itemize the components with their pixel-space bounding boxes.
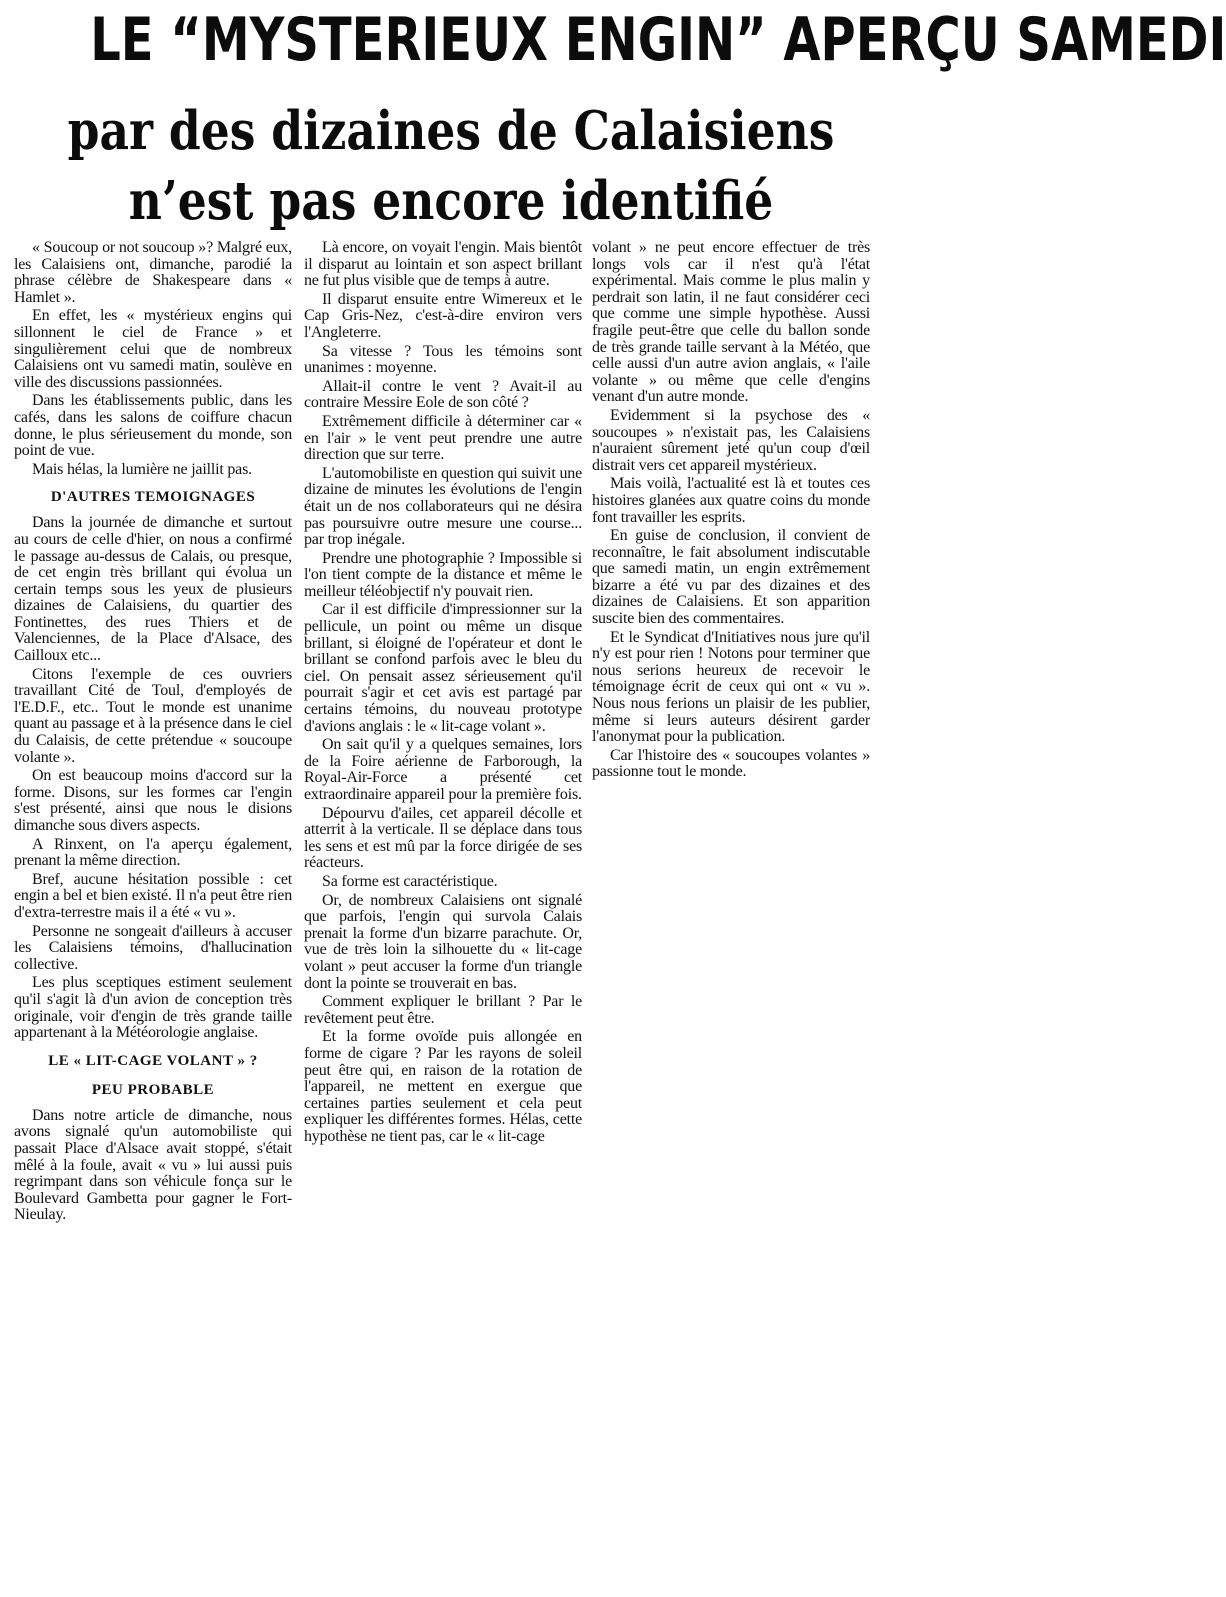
article-paragraph: volant » ne peut encore effectuer de très longs vols car il n'est qu'à l'état expérimental. Mais comme le plus malin y perdrait son latin, il ne faut considérer ceci que comme une simple hypothèse. Aussi fragile peut-être que celle du ballon sonde de très grande taille servant à la Météo, que celle aussi d'un autre avion anglais, « l'aile volante » ou même que celle d'engins venant d'un autre monde.	[592, 239, 870, 406]
article-column-1	[14, 240, 292, 1590]
article-paragraph: Dépourvu d'ailes, cet appareil décolle et atterrit à la verticale. Il se déplace dans tous les sens et est mû par la force dirigée de ses réacteurs.	[304, 804, 582, 872]
article-paragraph: Car il est difficile d'impressionner sur la pellicule, un point ou même un disque brillant, si éloigné de l'opérateur et dont le brillant se confond parfois avec le bleu du ciel. On pensait assez sérieusement qu'il pourrait s'agir et cet avis est partagé par certains témoins, du nouveau prototype d'avions anglais : le « lit-cage volant ».	[304, 601, 582, 735]
headline-line-2: par des dizaines de Calaisiens	[67, 100, 835, 162]
article-paragraph: Prendre une photographie ? Impossible si l'on tient compte de la distance et même le meilleur téléobjectif n'y pouvait rien.	[304, 549, 582, 600]
article-paragraph: Allait-il contre le vent ? Avait-il au contraire Messire Eole de son côté ?	[304, 377, 582, 412]
section-subheading: LE « LIT-CAGE VOLANT » ?	[48, 1052, 258, 1069]
section-subheading: PEU PROBABLE	[91, 1081, 215, 1098]
article-paragraph: Citons l'exemple de ces ouvriers travaillant Cité de Toul, d'employés de l'E.D.F., etc.. Tout le monde est unanime quant au passage et à la présence dans le ciel du Calaisis, de cette prétendue « soucoupe volante ».	[14, 665, 292, 766]
article-paragraph: Personne ne songeait d'ailleurs à accuser les Calaisiens témoins, d'hallucination collective.	[14, 922, 292, 973]
section-subheading: D'AUTRES TEMOIGNAGES	[50, 489, 256, 506]
article-paragraph: « Soucoup or not soucoup »? Malgré eux, les Calaisiens ont, dimanche, parodié la phrase célèbre de Shakespeare dans « Hamlet ».	[14, 239, 292, 306]
article-column-2	[304, 240, 582, 1590]
article-paragraph: Les plus sceptiques estiment seulement qu'il s'agit là d'un avion de conception très originale, voir d'engin de très grande taille appartenant à la Météorologie anglaise.	[14, 974, 292, 1042]
article-paragraph: Mais hélas, la lumière ne jaillit pas.	[32, 460, 252, 478]
headline-line-1: LE “MYSTERIEUX ENGIN” APERÇU SAMEDI	[90, 5, 1226, 75]
article-paragraph: Là encore, on voyait l'engin. Mais bientôt il disparut au lointain et son aspect brillant ne fut plus visible que de temps à autre.	[304, 239, 582, 290]
article-paragraph: Mais voilà, l'actualité est là et toutes ces histoires glanées aux quatre coins du monde font travailler les esprits.	[592, 475, 870, 526]
article-paragraph: On sait qu'il y a quelques semaines, lors de la Foire aérienne de Farborough, la Royal-Air-Force a présenté cet extraordinaire appareil pour la première fois.	[304, 736, 582, 803]
article-paragraph: Dans les établissements public, dans les cafés, dans les salons de coiffure chacun donne, le plus sérieusement du monde, son point de vue.	[14, 392, 292, 460]
article-paragraph: Et la forme ovoïde puis allongée en forme de cigare ? Par les rayons de soleil peut être qui, en raison de la rotation de l'appareil, ne mettent en exergue que certaines parties seulement et cela peut expliquer les différentes formes. Hélas, cette hypothèse ne tient pas, car le « lit-cage	[304, 1028, 582, 1145]
article-paragraph: Dans la journée de dimanche et surtout au cours de celle d'hier, on nous a confirmé le passage au-dessus de Calais, ou presque, de cet engin très brillant qui évolua un certain temps sous les yeux de plusieurs dizaines de Calaisiens, du quartier des Fontinettes, des rues Thiers et de Valenciennes, de la Place d'Alsace, des Cailloux etc...	[14, 514, 292, 665]
article-paragraph: Sa vitesse ? Tous les témoins sont unanimes : moyenne.	[304, 342, 582, 377]
article-paragraph: Bref, aucune hésitation possible : cet engin a bel et bien existé. Il n'a peut être rien d'extra-terrestre mais il a été « vu ».	[14, 870, 292, 921]
article-paragraph: Sa forme est caractéristique.	[322, 872, 498, 890]
headline-line-3: n’est pas encore identifié	[128, 170, 774, 232]
article-paragraph: Evidemment si la psychose des « soucoupes » n'existait pas, les Calaisiens n'auraient sûrement jeté qu'un coup d'œil distrait vers cet appareil mystérieux.	[592, 406, 870, 474]
article-paragraph: On est beaucoup moins d'accord sur la forme. Disons, sur les formes car l'engin s'est présenté, ainsi que nous le disions dimanche sous divers aspects.	[14, 767, 292, 834]
article-paragraph: Car l'histoire des « soucoupes volantes » passionne tout le monde.	[592, 746, 870, 781]
article-paragraph: En effet, les « mystérieux engins qui sillonnent le ciel de France » et singulièrement celui que de nombreux Calaisiens ont vu samedi matin, soulève en ville des discussions passionnées.	[14, 307, 292, 391]
article-column-3	[592, 240, 870, 1590]
article-paragraph: Dans notre article de dimanche, nous avons signalé qu'un automobiliste qui passait Place d'Alsace avait stoppé, s'était mêlé à la foule, avait « vu » lui aussi puis regrimpant dans son véhicule fonça sur le Boulevard Gambetta pour gagner le Fort-Nieulay.	[14, 1106, 292, 1224]
article-paragraph: En guise de conclusion, il convient de reconnaître, le fait absolument indiscutable que samedi matin, un engin extrêmement bizarre a été vu par des dizaines et des dizaines de Calaisiens. Et son apparition suscite bien des commentaires.	[592, 527, 870, 628]
article-paragraph: Et le Syndicat d'Initiatives nous jure qu'il n'y est pour rien ! Notons pour terminer que nous serions heureux de recevoir le témoignage écrit de ceux qui ont « vu ». Nous nous ferions un plaisir de les publier, même si leurs auteurs désirent garder l'anonymat pour la publication.	[592, 628, 870, 746]
article-paragraph: Or, de nombreux Calaisiens ont signalé que parfois, l'engin qui survola Calais prenait la forme d'un bizarre parachute. Or, vue de très loin la silhouette du « lit-cage volant » peut accuser la forme d'un triangle dont la pointe se trouverait en bas.	[304, 891, 582, 992]
article-paragraph: L'automobiliste en question qui suivit une dizaine de minutes les évolutions de l'engin était un de nos collaborateurs qui ne désira pas poursuivre outre mesure une course... par trop inégale.	[304, 464, 582, 549]
article-paragraph: Extrêmement difficile à déterminer car « en l'air » le vent peut prendre une autre direction que sur terre.	[304, 412, 582, 464]
article-paragraph: A Rinxent, on l'a aperçu également, prenant la même direction.	[14, 835, 292, 870]
article-paragraph: Il disparut ensuite entre Wimereux et le Cap Gris-Nez, c'est-à-dire environ vers l'Angleterre.	[304, 290, 582, 341]
article-paragraph: Comment expliquer le brillant ? Par le revêtement peut être.	[304, 993, 582, 1027]
